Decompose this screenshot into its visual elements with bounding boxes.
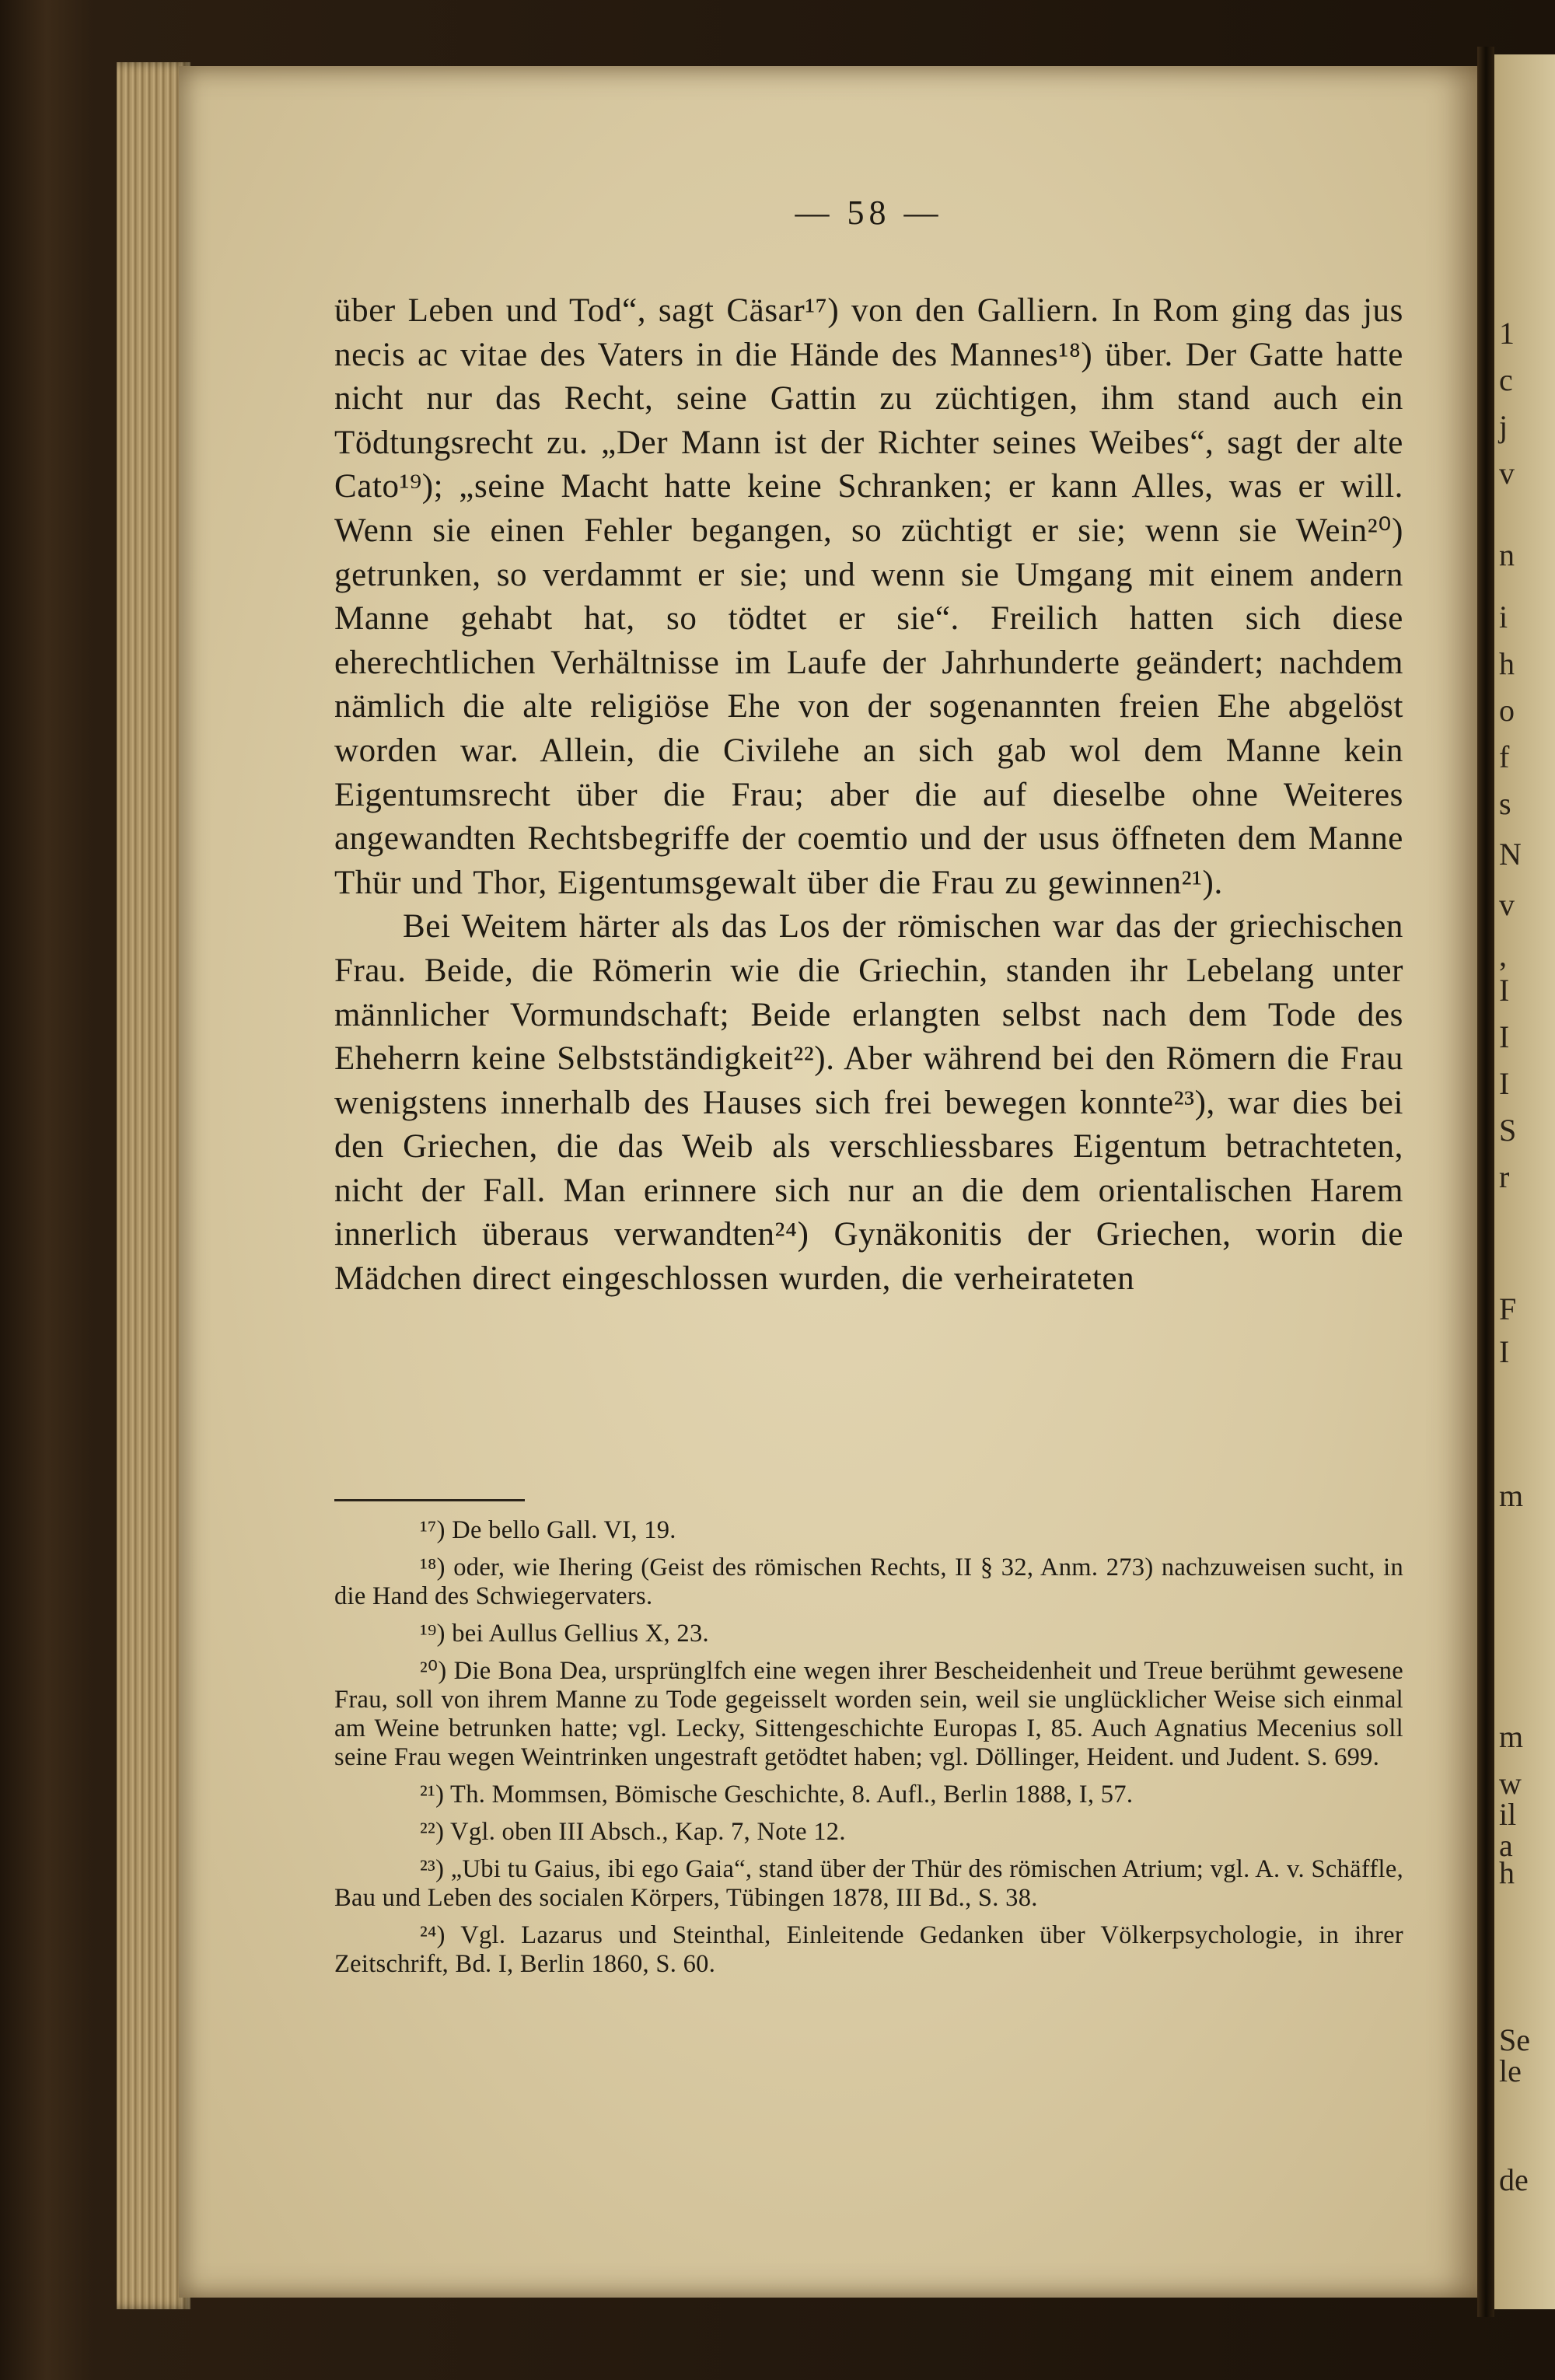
footnote: ²⁰) Die Bona Dea, ursprünglfch eine wegen ihrer Bescheidenheit und Treue berühmt gewesene Frau, soll von ihrem Manne zu Tode gegeisselt worden sein, weil sie unglücklicher Weise sich einmal am Weine betrunken hatte; vgl. Lecky, Sittengeschichte Europas I, 85. Auch Agnatius Mecenius soll seine Frau wegen Weintrinken ungestraft getödtet haben; vgl. Döllinger, Heident. und Judent. S. 699. [334, 1657, 1403, 1771]
adjacent-page-char: N [1499, 837, 1522, 872]
footnotes [334, 1516, 1403, 1987]
adjacent-page-char: 1 [1499, 316, 1515, 351]
adjacent-page-char: m [1499, 1719, 1524, 1754]
adjacent-page-char: I [1499, 1334, 1510, 1369]
footnote-separator [334, 1499, 525, 1501]
footnote: ²³) „Ubi tu Gaius, ibi ego Gaia“, stand über der Thür des römischen Atrium; vgl. A. v. Schäffle, Bau und Leben des socialen Körpers, Tübingen 1878, III Bd., S. 38. [334, 1855, 1403, 1912]
adjacent-page-char: v [1499, 887, 1515, 922]
page-number: — 58 — [795, 194, 943, 232]
main-text [334, 289, 1403, 1302]
adjacent-page-char: le [1499, 2053, 1522, 2088]
footnote: ²²) Vgl. oben III Absch., Kap. 7, Note 12. [420, 1818, 846, 1846]
adjacent-page-char: h [1499, 1855, 1515, 1890]
adjacent-page-char: a [1499, 1828, 1513, 1863]
footnote: ¹⁸) oder, wie Ihering (Geist des römischen Rechts, II § 32, Anm. 273) nachzuweisen sucht, in die Hand des Schwiegervaters. [334, 1553, 1403, 1610]
adjacent-page-strip [1494, 54, 1555, 2309]
footnote: ²⁴) Vgl. Lazarus und Steinthal, Einleitende Gedanken über Völkerpsychologie, in ihrer Zeitschrift, Bd. I, Berlin 1860, S. 60. [334, 1921, 1403, 1978]
book-gutter [1477, 47, 1494, 2317]
footnote: ²¹) Th. Mommsen, Bömische Geschichte, 8. Aufl., Berlin 1888, I, 57. [420, 1781, 1134, 1809]
footnote: ¹⁷) De bello Gall. VI, 19. [420, 1516, 676, 1544]
adjacent-page-char: o [1499, 693, 1515, 728]
adjacent-page-char: v [1499, 456, 1515, 491]
adjacent-page-char: r [1499, 1159, 1510, 1194]
adjacent-page-char: il [1499, 1797, 1517, 1832]
adjacent-page-char: h [1499, 646, 1515, 681]
adjacent-page-char: w [1499, 1766, 1522, 1801]
adjacent-page-char: I [1499, 1066, 1510, 1101]
adjacent-page-char: I [1499, 973, 1510, 1008]
adjacent-page-char: n [1499, 537, 1515, 572]
adjacent-page-char: de [1499, 2162, 1529, 2197]
adjacent-page-char: F [1499, 1291, 1517, 1326]
adjacent-page-char: m [1499, 1478, 1524, 1513]
adjacent-page-char: f [1499, 739, 1510, 774]
paragraph: Bei Weitem härter als das Los der römischen war das der griechischen Frau. Beide, die Römerin wie die Griechin, standen ihr Lebelang unter männlicher Vormundschaft; Beide erlangten selbst nach dem Tode des Eheherrn keine Selbstständigkeit²²). Aber während bei den Römern die Frau wenigstens innerhalb des Hauses sich frei bewegen konnte²³), war dies bei den Griechen, die das Weib als verschliessbares Eigentum betrachteten, nicht der Fall. Man erinnere sich nur an die dem orientalischen Harem innerlich überaus verwandten²⁴) Gynäkonitis der Griechen, worin die Mädchen direct eingeschlossen wurden, die verheirateten [334, 908, 1403, 1298]
adjacent-page-char: I [1499, 1019, 1510, 1054]
footnote: ¹⁹) bei Aullus Gellius X, 23. [420, 1620, 709, 1648]
adjacent-page-char: i [1499, 599, 1508, 634]
adjacent-page-char: Se [1499, 2022, 1530, 2057]
paragraph: über Leben und Tod“, sagt Cäsar¹⁷) von den Galliern. In Rom ging das jus necis ac vitae des Vaters in die Hände des Mannes¹⁸) über. Der Gatte hatte nicht nur das Recht, seine Gattin zu züchtigen, ihm stand auch ein Tödtungsrecht zu. „Der Mann ist der Richter seines Weibes“, sagt der alte Cato¹⁹); „seine Macht hatte keine Schranken; er kann Alles, was er will. Wenn sie einen Fehler begangen, so züchtigt er sie; wenn sie Wein²⁰) getrunken, so verdammt er sie; und wenn sie Umgang mit einem andern Manne gehabt hat, so tödtet er sie“. Freilich hatten sich diese eherechtlichen Verhältnisse im Laufe der Jahrhunderte geändert; nachdem nämlich die alte religiöse Ehe von der sogenannten freien Ehe abgelöst worden war. Allein, die Civilehe an sich gab wol dem Manne kein Eigentumsrecht über die Frau; aber die auf dieselbe ohne Weiteres angewandten Rechtsbegriffe der coemtio und der usus öffneten dem Manne Thür und Thor, Eigentumsgewalt über die Frau zu gewinnen²¹). [334, 292, 1403, 901]
adjacent-page-char: c [1499, 362, 1513, 397]
adjacent-page-char: j [1499, 409, 1508, 444]
adjacent-page-char: S [1499, 1113, 1517, 1148]
adjacent-page-char: s [1499, 786, 1511, 821]
adjacent-page-char: , [1499, 938, 1507, 973]
